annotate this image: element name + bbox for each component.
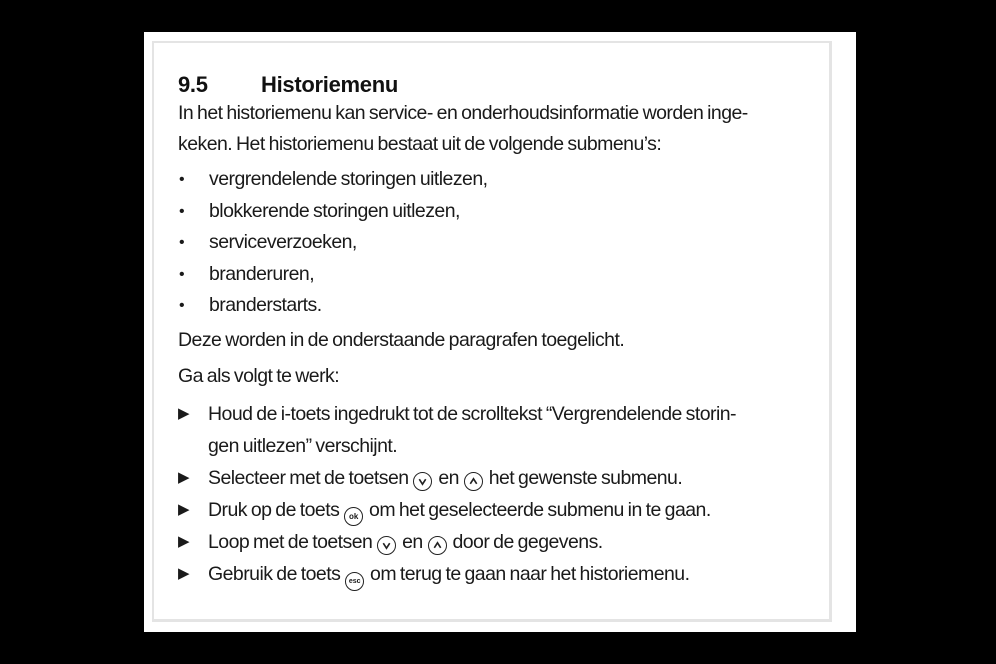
step-item xyxy=(178,526,828,558)
step-text-part: Selecteer met de toetsen xyxy=(208,466,409,489)
down-arrow-key-icon xyxy=(377,536,396,555)
section-title: Historiemenu xyxy=(261,72,398,97)
triangle-right-icon: ▶ xyxy=(178,500,189,518)
section-heading xyxy=(178,70,828,100)
list-item-label: serviceverzoeken, xyxy=(209,231,357,253)
list-item-label: branderuren, xyxy=(209,262,315,285)
step-item xyxy=(178,558,828,591)
document-content xyxy=(178,70,828,591)
step-item xyxy=(178,462,828,494)
step-text-part: door de gegevens. xyxy=(452,531,603,553)
after-list-paragraph: Deze worden in de onderstaande paragrafen toegelicht. xyxy=(178,328,625,351)
intro-line-2: keken. Het historiemenu bestaat uit de volgende submenu’s: xyxy=(178,133,662,155)
esc-key-icon: esc xyxy=(345,572,364,591)
step-text-part: om het geselecteerde submenu in te gaan. xyxy=(369,498,711,521)
step-text-part: Loop met de toetsen xyxy=(208,531,373,553)
list-item xyxy=(178,227,828,259)
intro-line-1: In het historiemenu kan service- en onderhoudsinformatie worden inge- xyxy=(178,102,748,124)
bullet-icon: • xyxy=(179,202,185,220)
triangle-right-icon: ▶ xyxy=(178,404,189,422)
step-text-part: Druk op de toets xyxy=(208,498,340,521)
list-item xyxy=(178,259,828,291)
step-item xyxy=(178,398,828,462)
list-item-label: vergrendelende storingen uitlezen, xyxy=(209,168,488,190)
list-item xyxy=(178,196,828,228)
up-arrow-key-icon xyxy=(428,536,447,555)
step-text-part: Gebruik de toets xyxy=(208,563,341,585)
step-text-part: het gewenste submenu. xyxy=(488,466,683,489)
step-text xyxy=(208,462,682,494)
bullet-icon: • xyxy=(179,265,185,283)
triangle-right-icon: ▶ xyxy=(178,565,189,582)
bullet-icon: • xyxy=(179,297,185,314)
section-number: 9.5 xyxy=(178,72,208,97)
list-item-label: blokkerende storingen uitlezen, xyxy=(209,199,460,222)
step-text-part: en xyxy=(402,531,423,553)
list-item xyxy=(178,164,828,196)
step-text xyxy=(208,494,711,527)
up-arrow-key-icon xyxy=(464,472,483,491)
triangle-right-icon: ▶ xyxy=(178,468,189,486)
ok-key-icon: ok xyxy=(344,507,363,526)
triangle-right-icon: ▶ xyxy=(178,533,189,550)
instruction-steps xyxy=(178,398,828,592)
list-item xyxy=(178,290,828,322)
step-line: Houd de i-toets ingedrukt tot de scrolltekst “Vergrendelende storin- xyxy=(208,402,736,425)
step-text-part: om terug te gaan naar het historiemenu. xyxy=(370,563,690,585)
step-text xyxy=(208,526,603,558)
bullet-icon: • xyxy=(179,171,185,188)
step-text xyxy=(208,558,689,591)
instructions-intro: Ga als volgt te werk: xyxy=(178,364,340,387)
submenu-list xyxy=(178,164,828,322)
step-text-part: en xyxy=(438,466,459,489)
step-line: gen uitlezen” verschijnt. xyxy=(208,434,398,457)
step-item xyxy=(178,494,828,527)
bullet-icon: • xyxy=(179,234,185,251)
list-item-label: branderstarts. xyxy=(209,294,322,316)
document-page xyxy=(144,32,856,632)
step-text xyxy=(208,398,736,462)
down-arrow-key-icon xyxy=(413,472,432,491)
intro-paragraph xyxy=(178,98,828,160)
